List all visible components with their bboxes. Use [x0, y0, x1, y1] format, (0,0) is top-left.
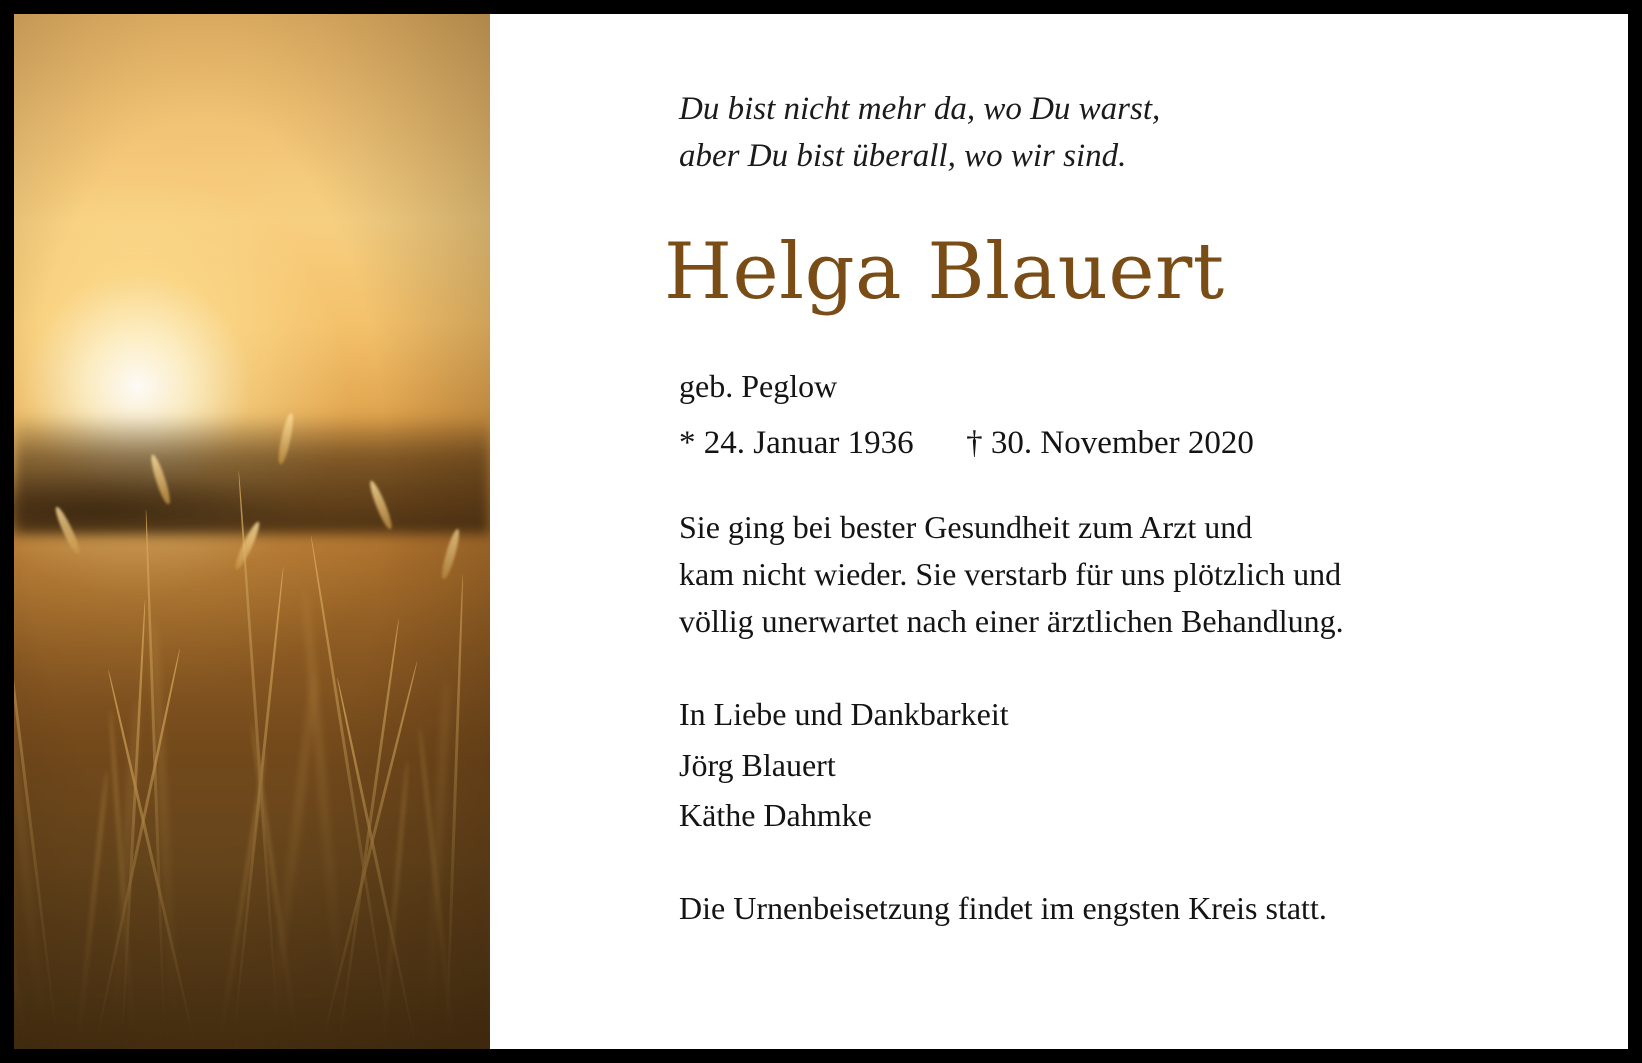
death-symbol: †: [966, 425, 983, 462]
death-date: 30. November 2020: [990, 425, 1254, 462]
funeral-notice: Die Urnenbeisetzung findet im engsten Kreis statt.: [679, 889, 1327, 926]
signature-intro: In Liebe und Dankbarkeit: [679, 696, 1009, 733]
quote-line-1: Du bist nicht mehr da, wo Du warst,: [679, 91, 1161, 127]
text-column: [490, 14, 1628, 1049]
memorial-message: [679, 504, 1598, 645]
signature-person-1: Jörg Blauert: [679, 746, 836, 783]
message-line-2: kam nicht wieder. Sie verstarb für uns plötzlich und: [679, 556, 1342, 593]
birth-symbol: *: [679, 425, 696, 462]
signature-person-2: Käthe Dahmke: [679, 797, 872, 834]
deceased-name: Helga Blauert: [664, 226, 1225, 317]
photo-column: [14, 14, 490, 1049]
sunset-grass-field-photo: [14, 14, 490, 1049]
message-line-3: völlig unerwartet nach einer ärztlichen Behandlung.: [679, 603, 1344, 640]
life-dates: [679, 425, 1598, 462]
birth-date: 24. Januar 1936: [703, 425, 914, 462]
quote-line-2: aber Du bist überall, wo wir sind.: [679, 137, 1127, 174]
family-signature: [679, 689, 1598, 841]
maiden-name: geb. Peglow: [679, 367, 838, 404]
memorial-quote: [679, 86, 1598, 180]
message-line-1: Sie ging bei bester Gesundheit zum Arzt und: [679, 509, 1253, 546]
